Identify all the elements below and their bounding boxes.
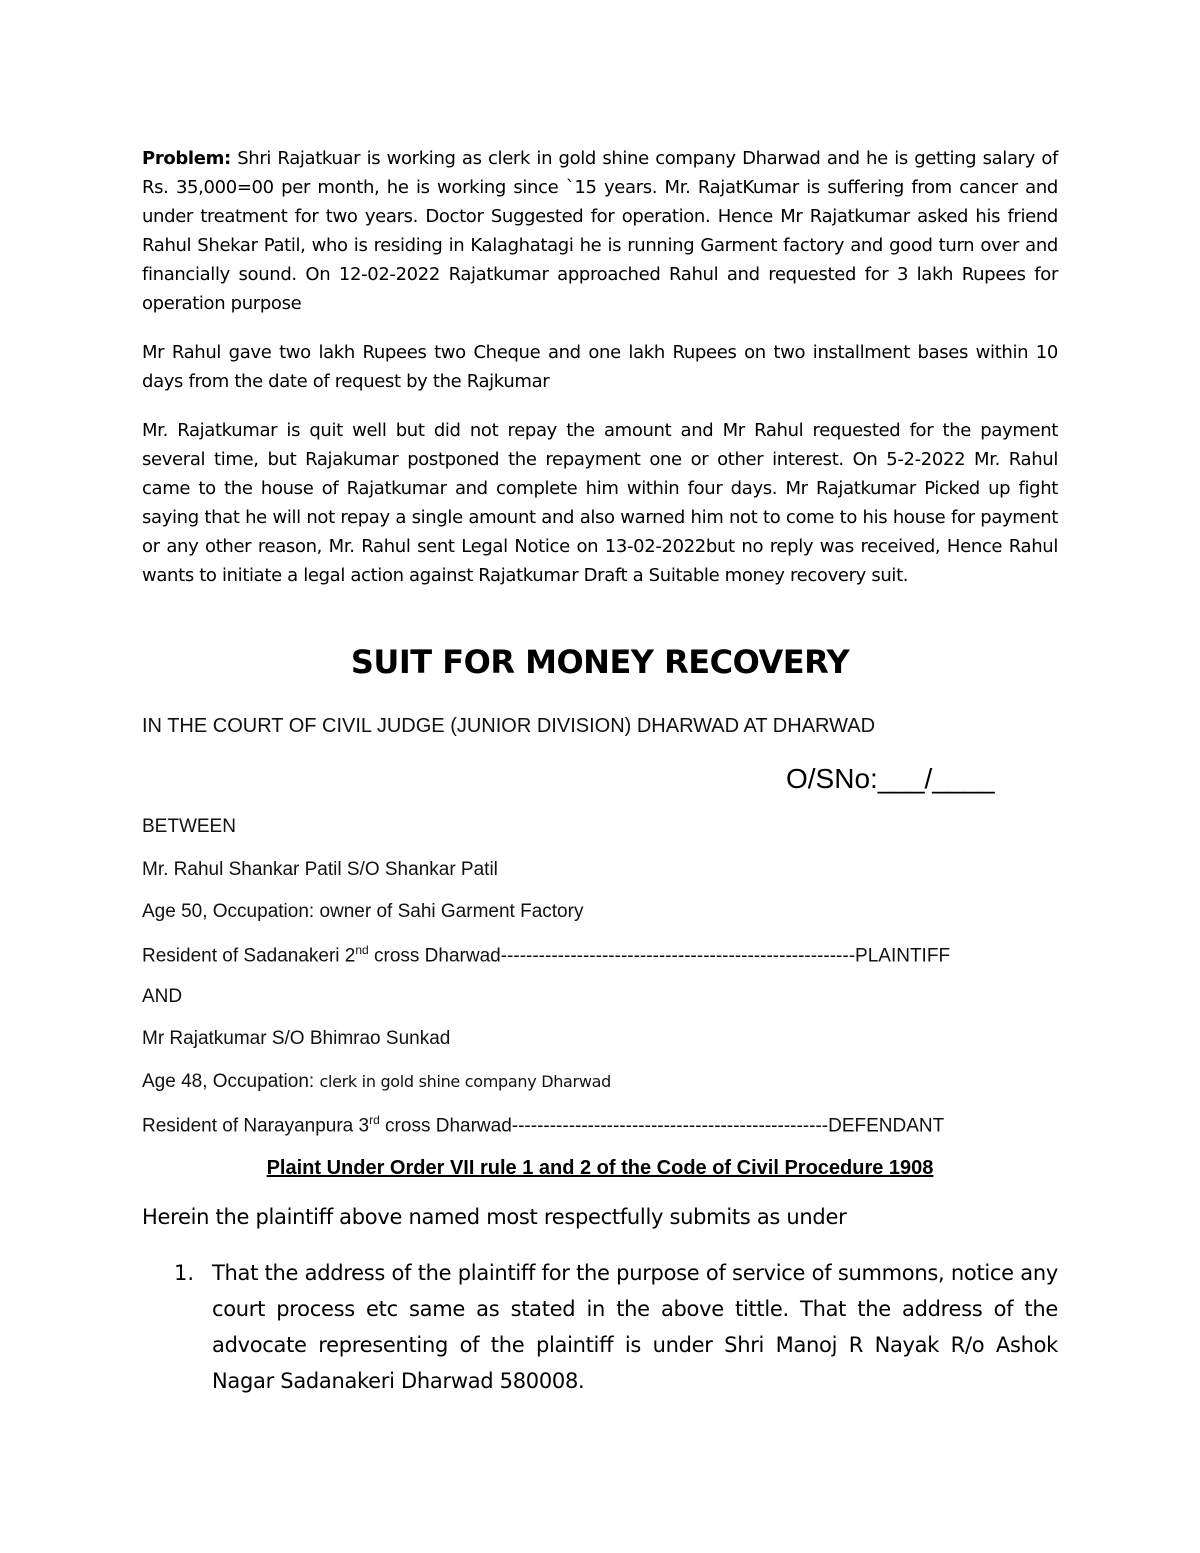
plaintiff-name: Mr. Rahul Shankar Patil S/O Shankar Patil xyxy=(142,859,498,880)
herein-statement: Herein the plaintiff above named most respectfully submits as under xyxy=(142,1205,847,1229)
plaintiff-age-occupation: Age 50, Occupation: owner of Sahi Garment Factory xyxy=(142,901,584,922)
and-label: AND xyxy=(142,986,183,1007)
problem-label: Problem: xyxy=(142,148,231,169)
os-number: O/SNo:___/____ xyxy=(786,763,995,794)
defendant-age-label: Age 48, Occupation: xyxy=(142,1071,320,1092)
problem-paragraph-1 xyxy=(142,144,1058,318)
problem-paragraph-1-text: Shri Rajatkuar is working as clerk in gold shine company Dharwad and he is getting salary of Rs. 35,000=00 per month, he is working since `15 years. Mr. RajatKumar is suffering from cancer and under treatment for two years. Doctor Suggested for operation. Hence Mr Rajatkumar asked his friend Rahul Shekar Patil, who is residing in Kalaghatagi he is running Garment factory and good turn over and financially sound. On 12-02-2022 Rajatkumar approached Rahul and requested for 3 lakh Rupees for operation purpose xyxy=(142,148,1058,314)
plaintiff-residence xyxy=(142,943,1062,967)
plaintiff-residence-pre: Resident of Sadanakeri 2 xyxy=(142,945,356,967)
problem-paragraph-2: Mr Rahul gave two lakh Rupees two Cheque and one lakh Rupees on two installment bases within 10 days from the date of request by the Rajkumar xyxy=(142,342,1058,392)
between-label: BETWEEN xyxy=(142,816,236,837)
defendant-occupation: clerk in gold shine company Dharwad xyxy=(319,1072,611,1091)
defendant-residence xyxy=(142,1113,1062,1137)
problem-statement xyxy=(142,144,1058,610)
list-item-number: 1. xyxy=(174,1261,195,1285)
suit-title: SUIT FOR MONEY RECOVERY xyxy=(350,643,850,681)
defendant-residence-pre: Resident of Narayanpura 3 xyxy=(142,1115,370,1137)
defendant-residence-sup: rd xyxy=(369,1113,380,1127)
defendant-residence-post: cross Dharwad--------------------------------------------------DEFENDANT xyxy=(379,1115,945,1137)
problem-paragraph-3: Mr. Rajatkumar is quit well but did not repay the amount and Mr Rahul requested for the payment several time, but Rajakumar postponed the repayment one or other interest. On 5-2-2022 Mr. Rahul came to the house of Rajatkumar and complete him within four days. Mr Rajatkumar Picked up fight saying that he will not repay a single amount and also warned him not to come to his house for payment or any other reason, Mr. Rahul sent Legal Notice on 13-02-2022but no reply was received, Hence Rahul wants to initiate a legal action against Rajatkumar Draft a Suitable money recovery suit. xyxy=(142,420,1058,586)
defendant-name: Mr Rajatkumar S/O Bhimrao Sunkad xyxy=(142,1028,451,1049)
plaint-heading: Plaint Under Order VII rule 1 and 2 of the Code of Civil Procedure 1908 xyxy=(266,1157,934,1179)
plaintiff-residence-post: cross Dharwad--------------------------------------------------------PLAINTIFF xyxy=(368,945,951,967)
court-heading: IN THE COURT OF CIVIL JUDGE (JUNIOR DIVISION) DHARWAD AT DHARWAD xyxy=(142,715,876,737)
plaintiff-residence-sup: nd xyxy=(355,943,369,957)
defendant-age-occupation xyxy=(142,1071,1062,1093)
list-item-text: That the address of the plaintiff for the purpose of service of summons, notice any court process etc same as stated in the above tittle. That the address of the advocate representing of the plaintiff is under Shri Manoj R Nayak R/o Ashok Nagar Sadanakeri Dharwad 580008. xyxy=(212,1261,1058,1393)
